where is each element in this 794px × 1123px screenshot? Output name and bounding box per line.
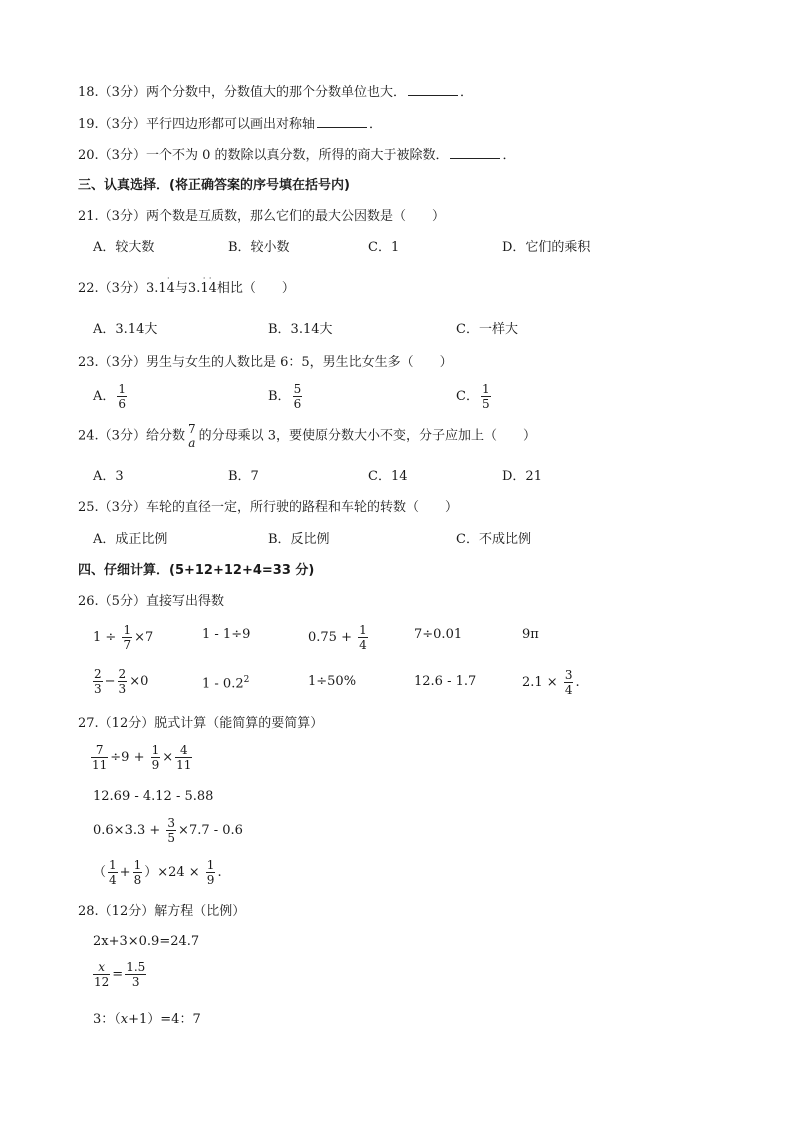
question-22: 22.（3分）3.14 · 与3.14 · · 相比（ ） xyxy=(78,274,295,296)
option-a[interactable]: A． $\frac{1}{6}$ xyxy=(93,382,127,411)
calc-expression: 0.6×3.3 + $\frac{3}{5}$ ×7.7 - 0.6 xyxy=(93,816,243,845)
question-27-text: 27.（12分）脱式计算（能简算的要简算） xyxy=(78,716,324,731)
answer-blank[interactable] xyxy=(317,116,367,128)
question-25-text: 25.（3分）车轮的直径一定，所行驶的路程和车轮的转数（ ） xyxy=(78,500,458,515)
fraction: $\frac{5}{6}$ xyxy=(293,382,302,411)
question-26-text: 26.（5分）直接写出得数 xyxy=(78,594,224,609)
calc-expression: 1 - 1÷9 xyxy=(202,627,251,642)
option-c[interactable]: C．1 xyxy=(368,240,400,255)
option-a[interactable]: A．3 xyxy=(93,469,124,484)
option-c[interactable]: C．不成比例 xyxy=(456,532,531,547)
fraction: $\frac{1}{6}$ xyxy=(118,382,127,411)
question-28-text: 28.（12分）解方程（比例） xyxy=(78,904,246,919)
question-21-text: 21.（3分）两个数是互质数，那么它们的最大公因数是（ ） xyxy=(78,209,445,224)
option-c[interactable]: C． $\frac{1}{5}$ xyxy=(456,382,490,411)
repeating-decimal-a: 3.14 · xyxy=(145,274,175,296)
question-24: 24.（3分）给分数 7 a 的分母乘以 3，要使原分数大小不变，分子应加上（ ） xyxy=(78,422,536,450)
question-20: 20.（3分）一个不为 0 的数除以真分数，所得的商大于被除数． ． xyxy=(78,148,516,163)
option-a[interactable]: A．较大数 xyxy=(93,240,155,255)
option-b[interactable]: B． $\frac{5}{6}$ xyxy=(268,382,302,411)
calc-expression: 1 ÷ $\frac{1}{7}$ ×7 xyxy=(93,623,154,652)
option-b[interactable]: B．较小数 xyxy=(228,240,290,255)
option-c[interactable]: C．一样大 xyxy=(456,322,518,337)
answer-blank[interactable] xyxy=(408,84,458,96)
option-a[interactable]: A．成正比例 xyxy=(93,532,168,547)
calc-expression: 0.75 + $\frac{1}{4}$ xyxy=(308,623,367,652)
option-b[interactable]: B．7 xyxy=(228,469,259,484)
calc-expression: $\frac{7}{11}$ ÷9 + $\frac{1}{9}$ × $\frac{4}{11}$ xyxy=(92,743,192,772)
calc-expression: 12.6 - 1.7 xyxy=(414,674,477,689)
calc-expression: （ $\frac{1}{4}$ + $\frac{1}{8}$ ）×24 × $\frac{1}{9}$ . xyxy=(93,858,222,887)
option-b[interactable]: B．3.14大 xyxy=(268,322,333,337)
question-19: 19.（3分）平行四边形都可以画出对称轴 ． xyxy=(78,117,382,132)
calc-expression: $\frac{2}{3}$ − $\frac{2}{3}$ ×0 xyxy=(94,667,149,696)
calc-expression: 7÷0.01 xyxy=(414,627,463,642)
calc-expression: 12.69 - 4.12 - 5.88 xyxy=(93,789,214,804)
option-d[interactable]: D．21 xyxy=(502,469,542,484)
section-4-heading: 四、仔细计算．(5+12+12+4=33 分) xyxy=(78,563,315,578)
question-19-text: 19.（3分）平行四边形都可以画出对称轴 xyxy=(78,117,315,132)
calc-expression: 2.1 × $\frac{3}{4}$ . xyxy=(522,668,580,697)
section-3-heading: 三、认真选择．(将正确答案的序号填在括号内) xyxy=(78,178,350,193)
fraction: $\frac{1}{5}$ xyxy=(481,382,490,411)
question-20-text: 20.（3分）一个不为 0 的数除以真分数，所得的商大于被除数． xyxy=(78,148,449,163)
equation: 2x+3×0.9=24.7 xyxy=(93,934,200,949)
calc-expression: 1÷50% xyxy=(308,674,357,689)
repeating-decimal-b: 3.14 · · xyxy=(187,274,217,296)
equation: $\frac{x}{12}$ = $\frac{1.5}{3}$ xyxy=(94,960,146,989)
question-18-text: 18.（3分）两个分数中，分数值大的那个分数单位也大． xyxy=(78,85,406,100)
question-18: 18.（3分）两个分数中，分数值大的那个分数单位也大． ． xyxy=(78,85,473,100)
calc-expression: 9π xyxy=(522,627,539,642)
calc-expression: $1 - 0.2^2$ xyxy=(202,675,250,692)
fraction: 7 a xyxy=(187,422,196,450)
option-d[interactable]: D．它们的乘积 xyxy=(502,240,591,255)
question-23-text: 23.（3分）男生与女生的人数比是 6：5，男生比女生多（ ） xyxy=(78,355,453,370)
option-a[interactable]: A．3.14大 xyxy=(93,322,158,337)
option-b[interactable]: B．反比例 xyxy=(268,532,330,547)
equation: 3：（x+1）=4：7 xyxy=(93,1012,201,1027)
answer-blank[interactable] xyxy=(450,147,500,159)
option-c[interactable]: C．14 xyxy=(368,469,408,484)
